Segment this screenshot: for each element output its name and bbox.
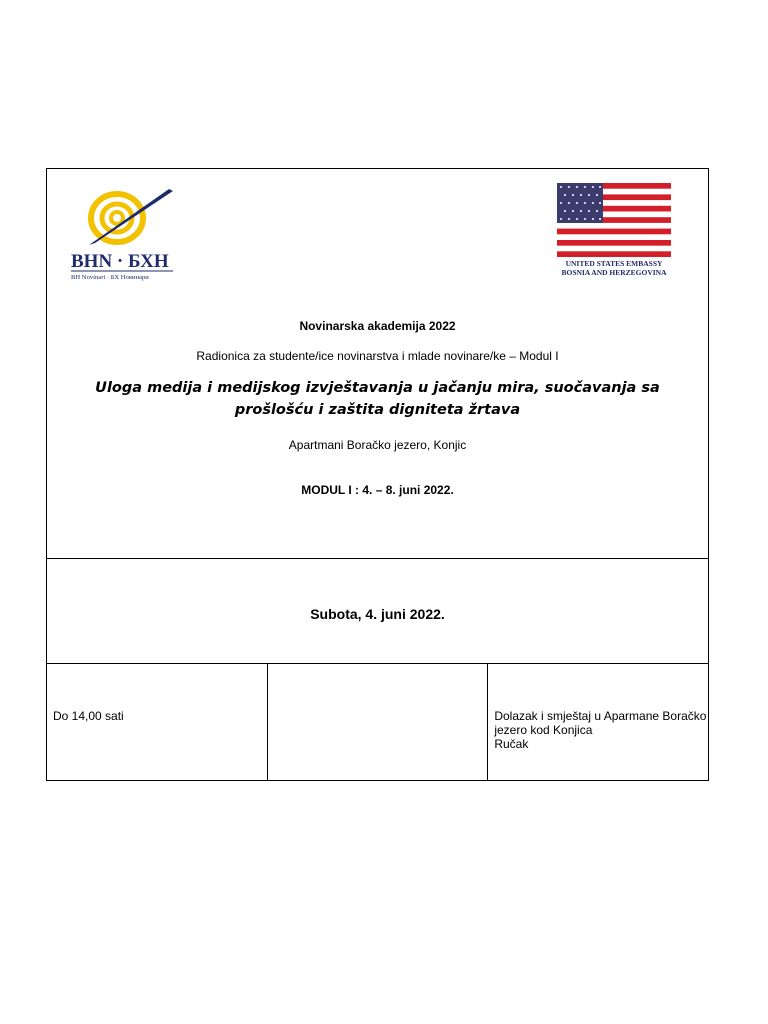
activity-item: Dolazak i smještaj u Aparmane Boračko jezero kod Konjica <box>494 709 707 737</box>
embassy-line-1: UNITED STATES EMBASSY <box>565 259 663 268</box>
us-flag-icon <box>557 183 671 257</box>
table-row <box>47 664 709 781</box>
module-dates: MODUL I : 4. – 8. juni 2022. <box>301 483 454 497</box>
activity-item: Ručak <box>494 737 529 751</box>
time-text: Do 14,00 sati <box>53 709 124 723</box>
embassy-line-2: BOSNIA AND HERZEGOVINA <box>561 268 667 277</box>
activity-cell <box>488 664 709 781</box>
academy-title: Novinarska akademija 2022 <box>299 319 456 333</box>
day-header-cell <box>47 559 709 664</box>
program-table <box>46 168 709 781</box>
bhn-logo-subtext: BH Novinari · БХ Новинари <box>71 274 149 281</box>
day-date: Subota, 4. juni 2022. <box>310 606 445 622</box>
workshop-subtitle: Radionica za studente/ice novinarstva i mlade novinare/ke – Modul I <box>196 349 559 363</box>
us-embassy-logo <box>557 183 673 277</box>
time-cell <box>47 664 268 781</box>
bhn-logo <box>69 183 179 283</box>
empty-cell <box>267 664 488 781</box>
embassy-caption <box>557 259 671 277</box>
bhn-logo-text: BHN · БХН <box>71 251 169 272</box>
location-text: Apartmani Boračko jezero, Konjic <box>288 438 467 452</box>
header-cell <box>47 169 709 559</box>
document-title: Uloga medija i medijskog izvještavanja u jačanju mira, suočavanja sa prošlošću i zaštita digniteta žrtava <box>95 380 660 418</box>
